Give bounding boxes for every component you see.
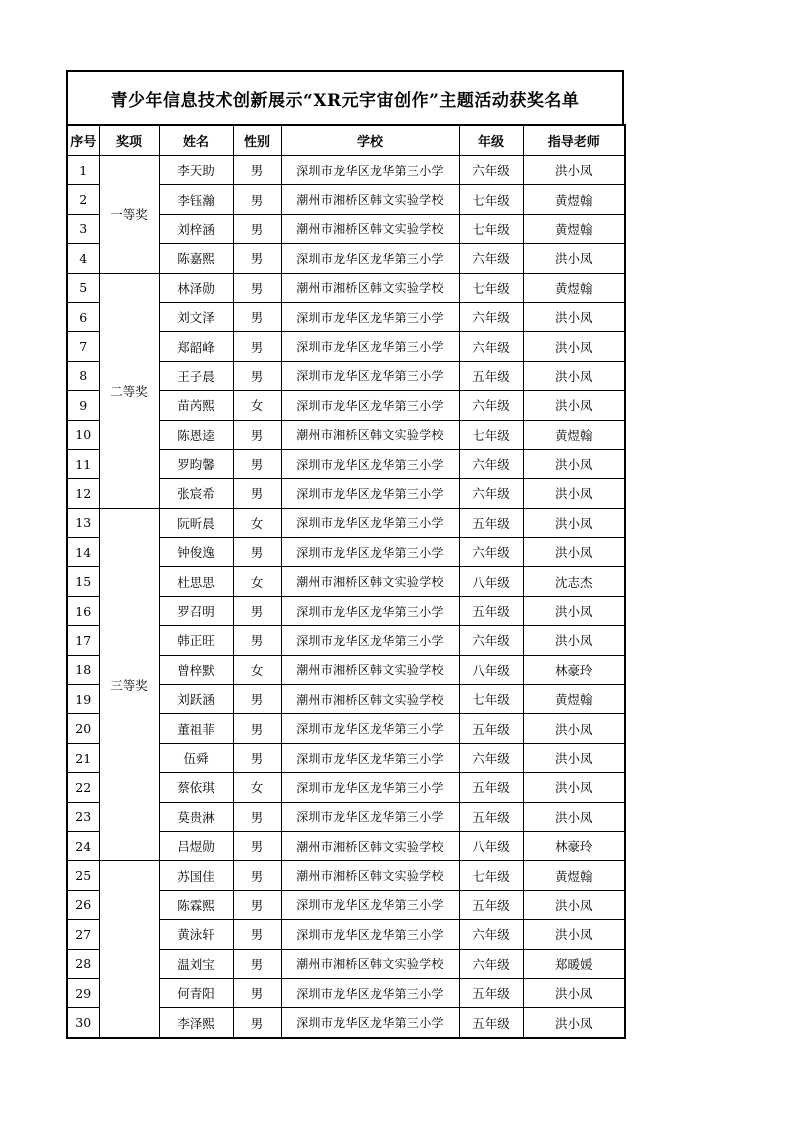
cell-name: 李天助 [159,156,233,185]
cell-school: 深圳市龙华区龙华第三小学 [281,978,459,1007]
cell-teacher: 黄煜翰 [523,861,625,890]
cell-teacher: 洪小凤 [523,538,625,567]
cell-teacher: 洪小凤 [523,449,625,478]
cell-gender: 男 [233,626,281,655]
cell-teacher: 林豪玲 [523,831,625,860]
cell-grade: 六年级 [459,949,523,978]
cell-name: 韩正旺 [159,626,233,655]
cell-school: 深圳市龙华区龙华第三小学 [281,743,459,772]
cell-name: 苏国佳 [159,861,233,890]
cell-teacher: 洪小凤 [523,978,625,1007]
cell-school: 深圳市龙华区龙华第三小学 [281,361,459,390]
cell-name: 陈霖熙 [159,890,233,919]
cell-name: 蔡依琪 [159,773,233,802]
cell-teacher: 郑暖媛 [523,949,625,978]
cell-gender: 男 [233,861,281,890]
cell-teacher: 黄煜翰 [523,273,625,302]
cell-award: 一等奖 [99,156,159,274]
cell-grade: 七年级 [459,420,523,449]
cell-grade: 五年级 [459,361,523,390]
cell-gender: 男 [233,831,281,860]
cell-school: 深圳市龙华区龙华第三小学 [281,508,459,537]
cell-name: 张宸希 [159,479,233,508]
cell-school: 潮州市湘桥区韩文实验学校 [281,861,459,890]
cell-gender: 男 [233,185,281,214]
cell-no: 16 [67,596,99,625]
header-gender: 性别 [233,125,281,156]
cell-grade: 五年级 [459,508,523,537]
cell-no: 25 [67,861,99,890]
cell-gender: 男 [233,479,281,508]
cell-school: 深圳市龙华区龙华第三小学 [281,920,459,949]
cell-no: 10 [67,420,99,449]
cell-grade: 六年级 [459,920,523,949]
cell-gender: 男 [233,714,281,743]
table-header-row [67,125,625,156]
cell-gender: 男 [233,949,281,978]
cell-name: 王子晨 [159,361,233,390]
cell-name: 郑韶峰 [159,332,233,361]
cell-no: 13 [67,508,99,537]
cell-teacher: 洪小凤 [523,156,625,185]
cell-no: 22 [67,773,99,802]
header-teacher: 指导老师 [523,125,625,156]
cell-no: 29 [67,978,99,1007]
cell-school: 潮州市湘桥区韩文实验学校 [281,185,459,214]
cell-no: 3 [67,214,99,243]
cell-school: 深圳市龙华区龙华第三小学 [281,626,459,655]
cell-school: 深圳市龙华区龙华第三小学 [281,596,459,625]
cell-no: 19 [67,685,99,714]
cell-school: 深圳市龙华区龙华第三小学 [281,449,459,478]
cell-grade: 五年级 [459,1008,523,1038]
cell-no: 2 [67,185,99,214]
cell-school: 深圳市龙华区龙华第三小学 [281,391,459,420]
cell-grade: 六年级 [459,538,523,567]
header-grade: 年级 [459,125,523,156]
table-row [67,273,625,302]
cell-gender: 男 [233,449,281,478]
cell-teacher: 洪小凤 [523,391,625,420]
award-table [66,124,626,1039]
cell-gender: 女 [233,508,281,537]
cell-no: 30 [67,1008,99,1038]
cell-gender: 男 [233,302,281,331]
cell-name: 黄泳轩 [159,920,233,949]
table-row [67,861,625,890]
cell-no: 14 [67,538,99,567]
cell-gender: 男 [233,743,281,772]
cell-no: 17 [67,626,99,655]
cell-name: 陈恩逵 [159,420,233,449]
cell-name: 陈嘉熙 [159,244,233,273]
cell-school: 深圳市龙华区龙华第三小学 [281,156,459,185]
cell-teacher: 林豪玲 [523,655,625,684]
cell-gender: 男 [233,273,281,302]
cell-school: 深圳市龙华区龙华第三小学 [281,332,459,361]
cell-grade: 七年级 [459,861,523,890]
cell-teacher: 洪小凤 [523,1008,625,1038]
cell-no: 23 [67,802,99,831]
cell-name: 李钰瀚 [159,185,233,214]
cell-teacher: 洪小凤 [523,361,625,390]
cell-grade: 七年级 [459,185,523,214]
cell-teacher: 沈志杰 [523,567,625,596]
cell-school: 深圳市龙华区龙华第三小学 [281,538,459,567]
cell-school: 深圳市龙华区龙华第三小学 [281,714,459,743]
cell-gender: 男 [233,361,281,390]
cell-school: 潮州市湘桥区韩文实验学校 [281,420,459,449]
header-no: 序号 [67,125,99,156]
cell-gender: 男 [233,890,281,919]
cell-gender: 男 [233,244,281,273]
cell-no: 1 [67,156,99,185]
cell-grade: 六年级 [459,244,523,273]
cell-gender: 男 [233,802,281,831]
cell-no: 12 [67,479,99,508]
cell-school: 深圳市龙华区龙华第三小学 [281,479,459,508]
cell-no: 24 [67,831,99,860]
cell-school: 深圳市龙华区龙华第三小学 [281,302,459,331]
cell-name: 罗召明 [159,596,233,625]
cell-name: 钟俊逸 [159,538,233,567]
cell-grade: 六年级 [459,626,523,655]
cell-grade: 六年级 [459,332,523,361]
cell-gender: 女 [233,567,281,596]
cell-award [99,861,159,1038]
cell-grade: 五年级 [459,714,523,743]
cell-grade: 七年级 [459,685,523,714]
cell-name: 何青阳 [159,978,233,1007]
cell-no: 5 [67,273,99,302]
cell-gender: 男 [233,685,281,714]
cell-teacher: 洪小凤 [523,508,625,537]
cell-teacher: 洪小凤 [523,773,625,802]
cell-grade: 六年级 [459,449,523,478]
cell-no: 8 [67,361,99,390]
cell-school: 潮州市湘桥区韩文实验学校 [281,949,459,978]
document-title: 青少年信息技术创新展示“XR元宇宙创作”主题活动获奖名单 [66,70,624,124]
cell-name: 温刘宝 [159,949,233,978]
cell-teacher: 黄煜翰 [523,420,625,449]
award-list-sheet [66,70,624,1039]
cell-teacher: 洪小凤 [523,743,625,772]
cell-gender: 男 [233,596,281,625]
cell-name: 董祖菲 [159,714,233,743]
cell-gender: 男 [233,420,281,449]
cell-teacher: 洪小凤 [523,626,625,655]
cell-no: 6 [67,302,99,331]
cell-name: 曾梓默 [159,655,233,684]
cell-teacher: 洪小凤 [523,479,625,508]
cell-no: 20 [67,714,99,743]
cell-no: 21 [67,743,99,772]
cell-no: 15 [67,567,99,596]
cell-gender: 女 [233,773,281,802]
cell-award: 三等奖 [99,508,159,861]
cell-teacher: 洪小凤 [523,332,625,361]
cell-grade: 五年级 [459,978,523,1007]
cell-grade: 六年级 [459,479,523,508]
cell-teacher: 洪小凤 [523,802,625,831]
cell-teacher: 黄煜翰 [523,214,625,243]
cell-school: 潮州市湘桥区韩文实验学校 [281,567,459,596]
cell-name: 苗芮熙 [159,391,233,420]
cell-school: 深圳市龙华区龙华第三小学 [281,773,459,802]
cell-teacher: 洪小凤 [523,596,625,625]
cell-grade: 六年级 [459,391,523,420]
cell-name: 吕煜勋 [159,831,233,860]
header-name: 姓名 [159,125,233,156]
cell-school: 潮州市湘桥区韩文实验学校 [281,273,459,302]
cell-school: 深圳市龙华区龙华第三小学 [281,890,459,919]
cell-grade: 六年级 [459,156,523,185]
cell-no: 26 [67,890,99,919]
cell-school: 深圳市龙华区龙华第三小学 [281,244,459,273]
cell-name: 杜思思 [159,567,233,596]
cell-teacher: 洪小凤 [523,244,625,273]
header-school: 学校 [281,125,459,156]
cell-teacher: 洪小凤 [523,920,625,949]
cell-name: 莫贵淋 [159,802,233,831]
cell-no: 4 [67,244,99,273]
cell-school: 深圳市龙华区龙华第三小学 [281,1008,459,1038]
cell-gender: 女 [233,655,281,684]
cell-name: 刘梓涵 [159,214,233,243]
cell-grade: 五年级 [459,773,523,802]
cell-gender: 男 [233,538,281,567]
cell-name: 阮昕晨 [159,508,233,537]
cell-name: 伍舜 [159,743,233,772]
cell-name: 林泽勋 [159,273,233,302]
cell-gender: 男 [233,1008,281,1038]
cell-grade: 七年级 [459,214,523,243]
cell-award: 二等奖 [99,273,159,508]
cell-no: 28 [67,949,99,978]
cell-grade: 五年级 [459,596,523,625]
cell-name: 李泽熙 [159,1008,233,1038]
cell-no: 27 [67,920,99,949]
cell-school: 潮州市湘桥区韩文实验学校 [281,831,459,860]
cell-teacher: 黄煜翰 [523,185,625,214]
cell-gender: 男 [233,156,281,185]
cell-grade: 六年级 [459,743,523,772]
cell-gender: 女 [233,391,281,420]
cell-school: 潮州市湘桥区韩文实验学校 [281,655,459,684]
cell-gender: 男 [233,978,281,1007]
header-award: 奖项 [99,125,159,156]
table-row [67,156,625,185]
cell-grade: 八年级 [459,831,523,860]
cell-gender: 男 [233,332,281,361]
cell-school: 潮州市湘桥区韩文实验学校 [281,685,459,714]
cell-grade: 八年级 [459,567,523,596]
cell-name: 刘文泽 [159,302,233,331]
cell-name: 刘跃涵 [159,685,233,714]
cell-gender: 男 [233,920,281,949]
cell-grade: 五年级 [459,802,523,831]
cell-gender: 男 [233,214,281,243]
table-body [67,156,625,1038]
table-row [67,508,625,537]
cell-no: 11 [67,449,99,478]
cell-grade: 八年级 [459,655,523,684]
cell-teacher: 洪小凤 [523,714,625,743]
cell-teacher: 洪小凤 [523,890,625,919]
cell-school: 深圳市龙华区龙华第三小学 [281,802,459,831]
cell-no: 7 [67,332,99,361]
cell-teacher: 黄煜翰 [523,685,625,714]
cell-grade: 五年级 [459,890,523,919]
cell-no: 18 [67,655,99,684]
cell-grade: 七年级 [459,273,523,302]
cell-school: 潮州市湘桥区韩文实验学校 [281,214,459,243]
cell-no: 9 [67,391,99,420]
cell-name: 罗昀馨 [159,449,233,478]
cell-grade: 六年级 [459,302,523,331]
cell-teacher: 洪小凤 [523,302,625,331]
